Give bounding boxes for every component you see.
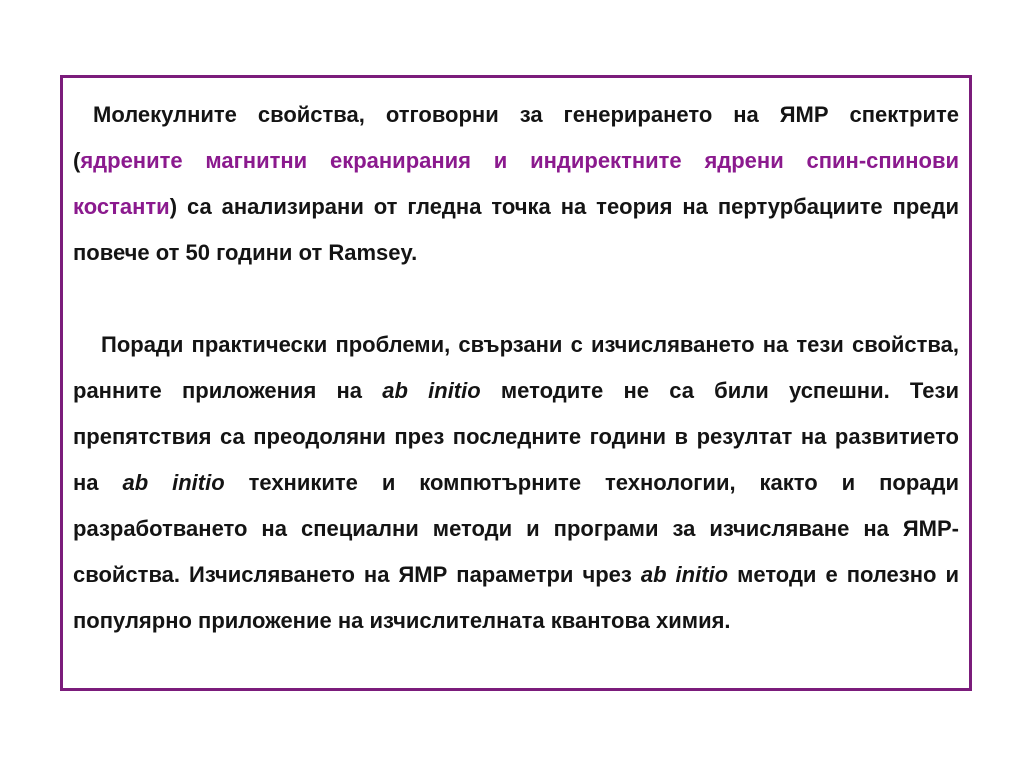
slide-frame	[60, 75, 972, 691]
paragraph-2-part-1: Поради практически проблеми, свързани с изчисляването на тези свойства, ранните приложения на	[73, 332, 959, 403]
highlighted-terms: ядрените магнитни екранирания и индиректните ядрени спин-спинови костанти	[73, 148, 959, 219]
paragraph-ab-initio	[73, 322, 959, 644]
ab-initio-term-2: ab initio	[122, 470, 225, 495]
paragraph-2-part-4: методи е полезно и популярно приложение на изчислителната квантова химия.	[73, 562, 959, 633]
paragraph-1-tail: ) са анализирани от гледна точка на теория на пертурбациите преди повече от 50 години от Ramsey.	[73, 194, 959, 265]
paragraph-ramsey	[73, 92, 959, 276]
paragraph-2-part-2: методите не са били успешни. Тези препятствия са преодоляни през последните години в резултат на развитието на	[73, 378, 959, 495]
paragraph-2-part-3: техниките и компютърните технологии, както и поради разработването на специални методи и програми за изчисляване на ЯМР-свойства. Изчисляването на ЯМР параметри чрез	[73, 470, 959, 587]
ab-initio-term-3: ab initio	[640, 562, 729, 587]
paragraph-1-lead: Молекулните свойства, отговорни за генерирането на ЯМР спектрите (	[73, 102, 959, 173]
ab-initio-term-1: ab initio	[382, 378, 481, 403]
